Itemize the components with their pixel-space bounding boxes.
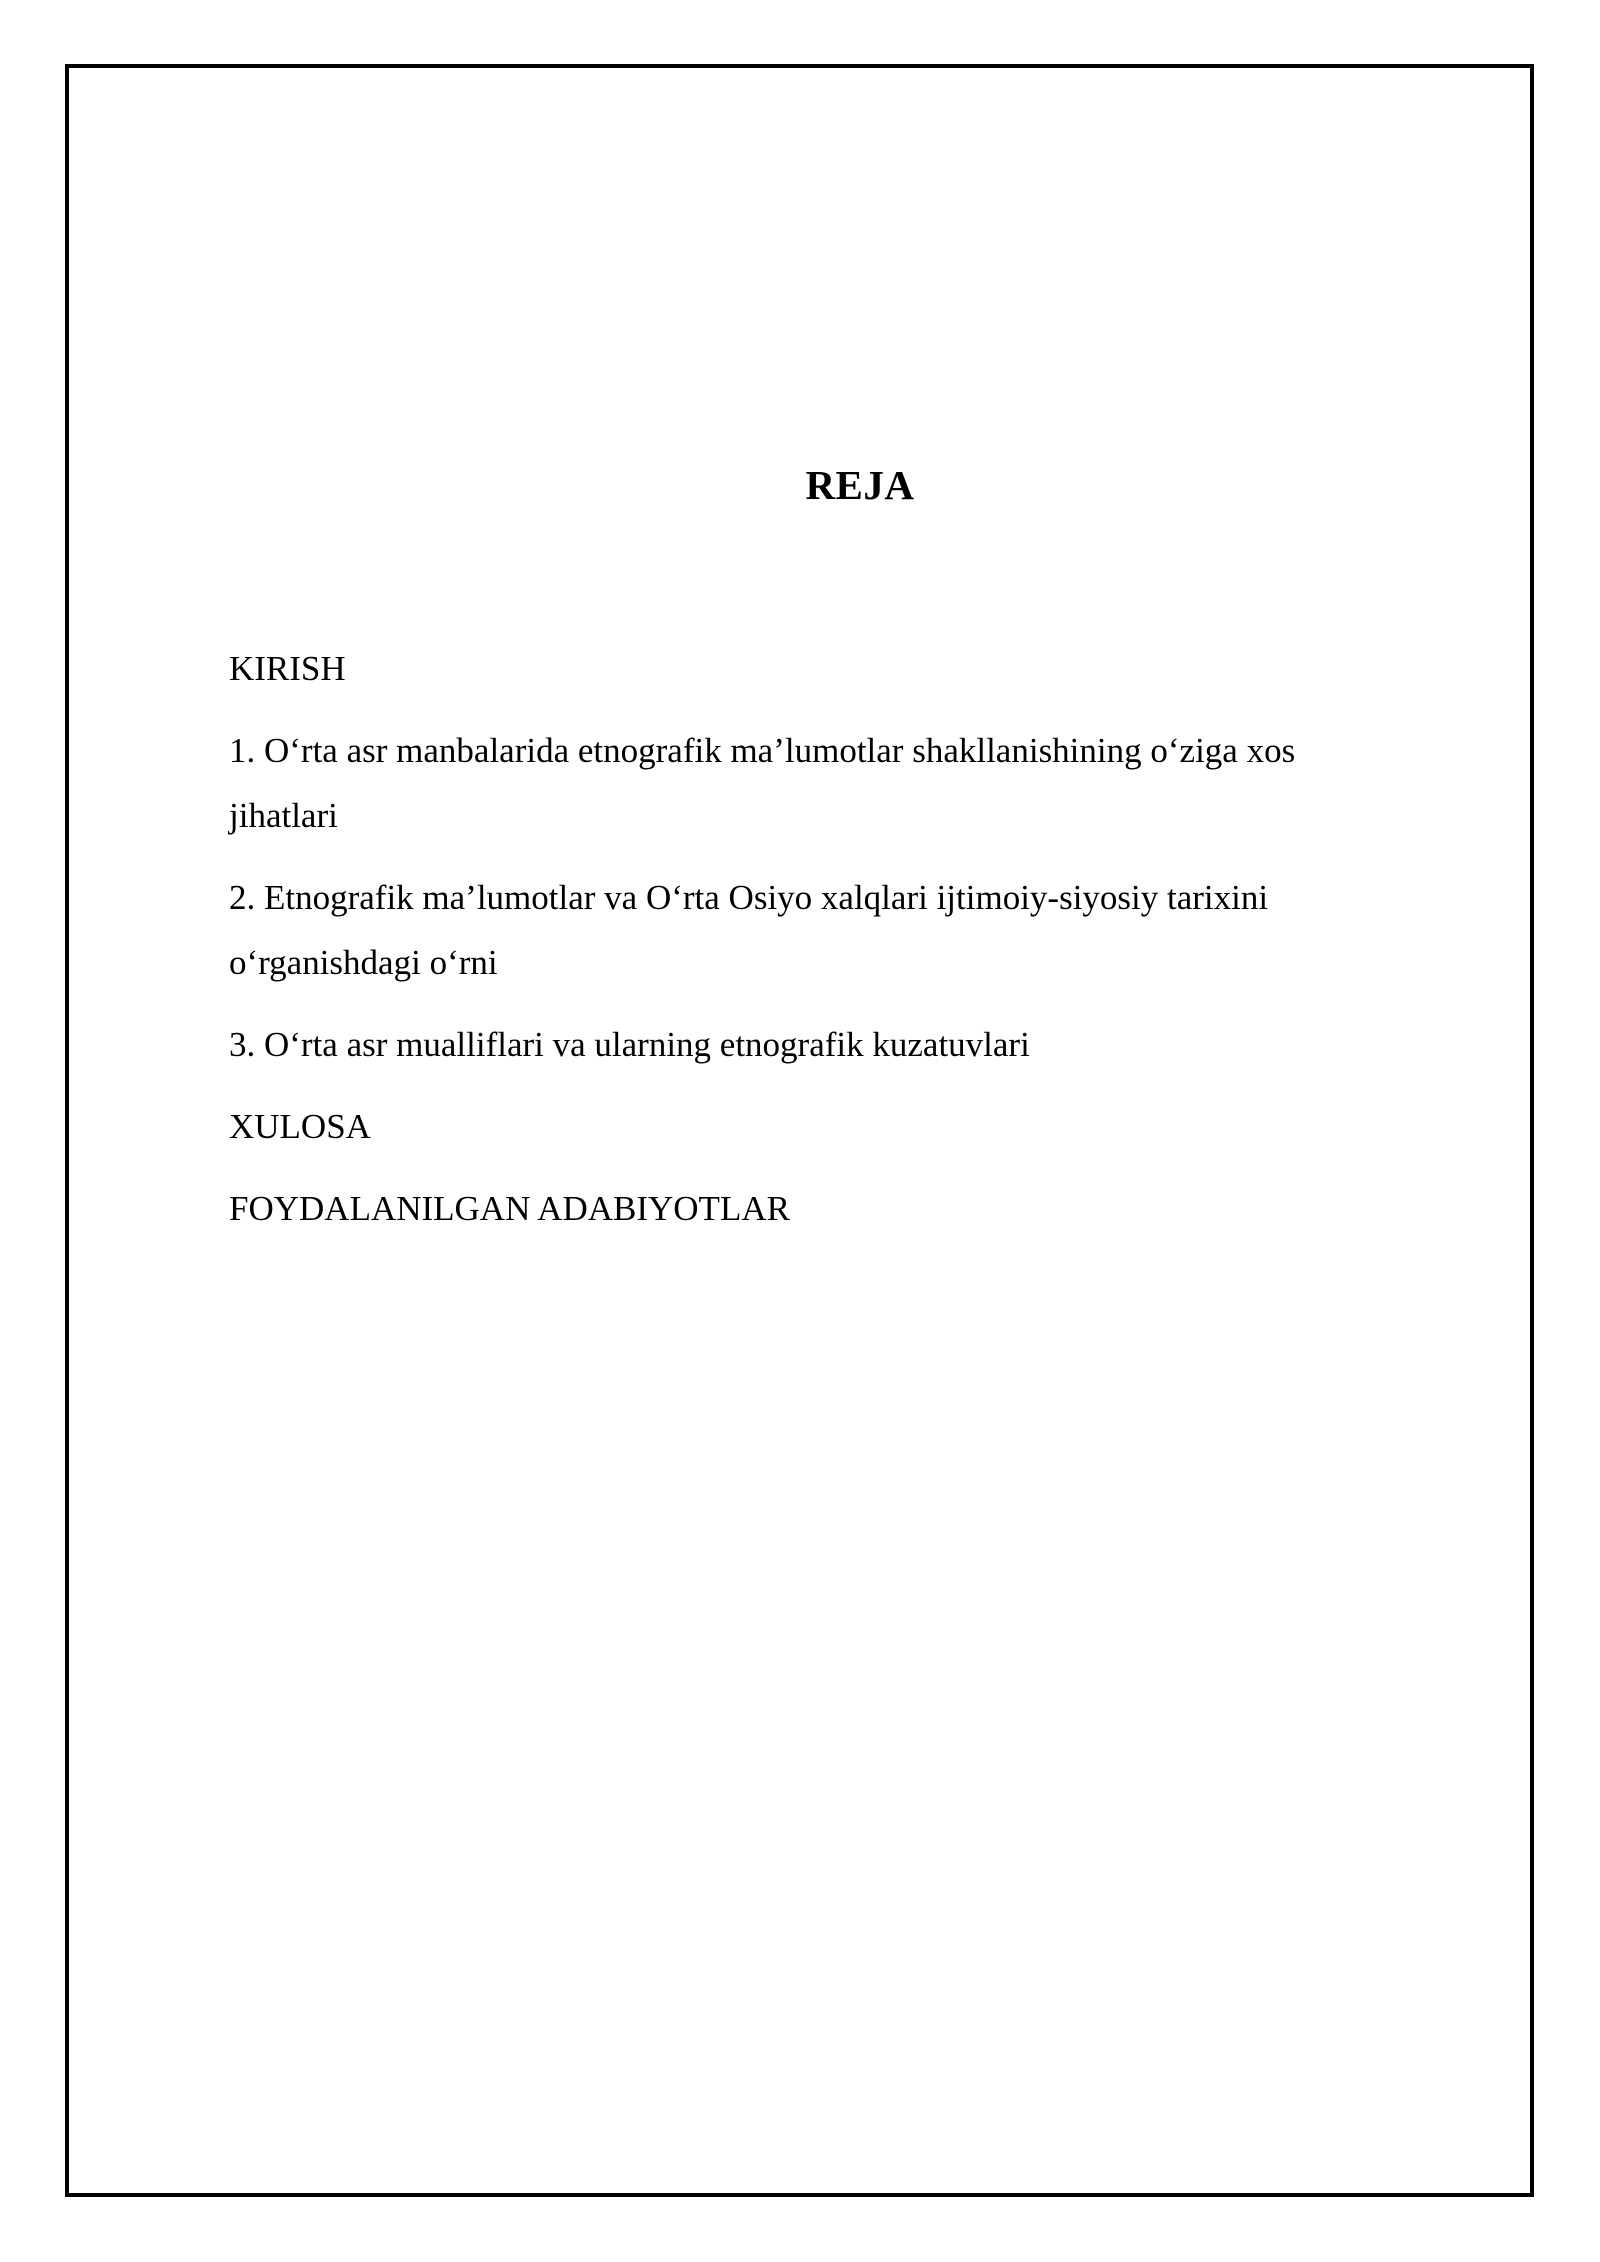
table-of-contents (229, 636, 1409, 1258)
toc-item-introduction: KIRISH (229, 649, 346, 688)
toc-item-section-1: 1. O‘rta asr manbalarida etnografik ma’lumotlar shakllanishining o‘ziga xos jihatlari (229, 731, 1296, 835)
toc-item-section-3: 3. O‘rta asr mualliflari va ularning etnografik kuzatuvlari (229, 1025, 1030, 1064)
toc-item-conclusion: XULOSA (229, 1107, 371, 1146)
toc-item-references: FOYDALANILGAN ADABIYOTLAR (229, 1189, 790, 1228)
toc-item-section-2: 2. Etnografik ma’lumotlar va O‘rta Osiyo xalqlari ijtimoiy-siyosiy tarixini o‘rganishdagi o‘rni (229, 878, 1269, 982)
page-title: REJA (805, 462, 915, 508)
